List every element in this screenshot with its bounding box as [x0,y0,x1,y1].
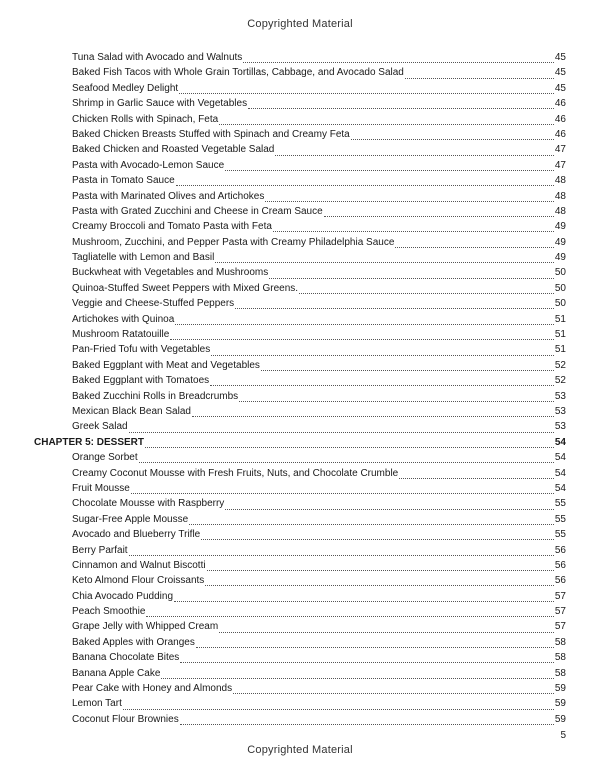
toc-entry-title: Baked Zucchini Rolls in Breadcrumbs [72,390,239,402]
toc-entry[interactable] [72,81,566,96]
dot-leader [176,175,554,186]
toc-entry-page: 48 [554,190,566,202]
toc-entry[interactable] [72,604,566,619]
toc-entry-page: 49 [554,236,566,248]
toc-entry-title: Pasta with Marinated Olives and Artichokes [72,190,265,202]
toc-entry[interactable] [72,219,566,234]
toc-entry-page: 49 [554,221,566,233]
toc-entry-page: 53 [554,421,566,433]
toc-entry[interactable] [72,635,566,650]
dot-leader [239,391,554,402]
dot-leader [235,298,554,309]
toc-entry-page: 46 [554,98,566,110]
toc-entry-page: 59 [554,683,566,695]
toc-entry-title: Berry Parfait [72,544,128,556]
dot-leader [243,52,554,63]
toc-entry-title: Chia Avocado Pudding [72,590,174,602]
toc-entry-title: Shrimp in Garlic Sauce with Vegetables [72,98,248,110]
dot-leader [175,314,554,325]
toc-entry[interactable] [72,358,566,373]
dot-leader [174,591,554,602]
toc-entry[interactable] [72,419,566,434]
toc-entry[interactable] [72,573,566,588]
toc-entry-page: 47 [554,144,566,156]
toc-entry[interactable] [72,204,566,219]
toc-entry[interactable] [72,112,566,127]
dot-leader [180,714,554,725]
toc-entry-page: 52 [554,375,566,387]
dot-leader [192,406,554,417]
toc-entry-page: 50 [554,298,566,310]
toc-entry-page: 49 [554,252,566,264]
toc-entry-page: 57 [554,606,566,618]
toc-entry-page: 57 [554,621,566,633]
toc-chapter-heading[interactable] [34,435,566,450]
toc-entry-page: 55 [554,513,566,525]
dot-leader [233,683,554,694]
toc-entry[interactable] [72,543,566,558]
toc-entry[interactable] [72,712,566,727]
toc-entry-page: 54 [554,436,566,448]
dot-leader [131,483,554,494]
toc-entry[interactable] [72,527,566,542]
toc-entry[interactable] [72,281,566,296]
dot-leader [201,529,554,540]
toc-entry-page: 56 [554,544,566,556]
toc-entry-title: Pasta in Tomato Sauce [72,175,175,187]
toc-entry-page: 53 [554,390,566,402]
dot-leader [265,191,554,202]
toc-entry-title: Quinoa-Stuffed Sweet Peppers with Mixed Greens. [72,282,299,294]
toc-entry-title: Tagliatelle with Lemon and Basil [72,252,215,264]
toc-entry-title: Pear Cake with Honey and Almonds [72,683,233,695]
toc-entry[interactable] [72,312,566,327]
toc-entry-title: Banana Apple Cake [72,667,161,679]
toc-entry-title: Peach Smoothie [72,606,146,618]
dot-leader [123,699,554,710]
toc-entry-page: 57 [554,590,566,602]
toc-entry-title: Chocolate Mousse with Raspberry [72,498,225,510]
toc-entry[interactable] [72,681,566,696]
toc-entry-page: 56 [554,559,566,571]
toc-entry-title: Pasta with Grated Zucchini and Cheese in Cream Sauce [72,205,323,217]
toc-entry[interactable] [72,466,566,481]
toc-entry-title: Veggie and Cheese-Stuffed Peppers [72,298,235,310]
toc-entry[interactable] [72,404,566,419]
toc-entry-page: 51 [554,344,566,356]
toc-entry-title: Banana Chocolate Bites [72,652,180,664]
dot-leader [215,252,554,263]
dot-leader [399,468,554,479]
toc-entry-page: 54 [554,482,566,494]
dot-leader [129,545,554,556]
toc-entry-title: Avocado and Blueberry Trifle [72,529,201,541]
toc-entry[interactable] [72,127,566,142]
dot-leader [145,437,554,448]
toc-entry-page: 50 [554,267,566,279]
page-number: 5 [560,730,566,741]
toc-entry-title: CHAPTER 5: DESSERT [34,436,145,448]
dot-leader [196,637,554,648]
toc-entry-page: 56 [554,575,566,587]
dot-leader [225,160,554,171]
toc-entry-page: 45 [554,82,566,94]
toc-entry[interactable] [72,142,566,157]
toc-entry-page: 46 [554,113,566,125]
dot-leader [170,329,554,340]
toc-entry[interactable] [72,481,566,496]
toc-entry-title: Keto Almond Flour Croissants [72,575,205,587]
toc-entry-title: Tuna Salad with Avocado and Walnuts [72,52,243,63]
toc-entry[interactable] [72,389,566,404]
dot-leader [275,145,554,156]
toc-entry[interactable] [72,96,566,111]
toc-entry[interactable] [72,327,566,342]
dot-leader [248,98,554,109]
toc-entry-page: 47 [554,159,566,171]
dot-leader [180,652,554,663]
toc-entry-page: 51 [554,329,566,341]
toc-entry-title: Baked Fish Tacos with Whole Grain Tortillas, Cabbage, and Avocado Salad [72,67,404,79]
toc-entry-page: 59 [554,698,566,710]
toc-entry-title: Baked Eggplant with Meat and Vegetables [72,359,260,371]
dot-leader [161,668,553,679]
dot-leader [324,206,554,217]
toc-entry-title: Mexican Black Bean Salad [72,405,191,417]
toc-entry-title: Grape Jelly with Whipped Cream [72,621,219,633]
toc-entry-title: Cinnamon and Walnut Biscotti [72,559,206,571]
toc-entry-title: Sugar-Free Apple Mousse [72,513,189,525]
toc-entry-page: 48 [554,205,566,217]
dot-leader [219,114,554,125]
toc-entry-page: 59 [554,713,566,725]
toc-entry-title: Creamy Broccoli and Tomato Pasta with Feta [72,221,272,233]
toc-entry-title: Orange Sorbet [72,452,138,464]
toc-entry-page: 52 [554,359,566,371]
toc-entry[interactable] [72,296,566,311]
toc-entry-title: Lemon Tart [72,698,122,710]
toc-entry-title: Mushroom, Zucchini, and Pepper Pasta with Creamy Philadelphia Sauce [72,236,395,248]
toc-entry[interactable] [72,158,566,173]
toc-entry-title: Baked Chicken Breasts Stuffed with Spinach and Creamy Feta [72,128,350,140]
dot-leader [129,422,554,433]
toc-entry-page: 46 [554,128,566,140]
copyright-banner-bottom: Copyrighted Material [247,744,353,756]
toc-entry-title: Pasta with Avocado-Lemon Sauce [72,159,225,171]
dot-leader [273,221,554,232]
toc-entry[interactable] [72,65,566,80]
toc-entry[interactable] [72,342,566,357]
toc-entry-title: Coconut Flour Brownies [72,713,179,725]
dot-leader [189,514,554,525]
dot-leader [210,375,554,386]
dot-leader [395,237,553,248]
toc-entry[interactable] [72,373,566,388]
toc-entry-page: 55 [554,498,566,510]
dot-leader [299,283,554,294]
copyright-banner-top: Copyrighted Material [247,18,353,30]
toc-entry-page: 50 [554,282,566,294]
dot-leader [179,83,554,94]
toc-entry[interactable] [72,589,566,604]
toc-entry[interactable] [72,619,566,634]
toc-entry-title: Fruit Mousse [72,482,130,494]
dot-leader [351,129,554,140]
toc-entry[interactable] [72,265,566,280]
toc-entry-page: 58 [554,636,566,648]
toc-entry[interactable] [72,666,566,681]
toc-entry-page: 48 [554,175,566,187]
toc-entry[interactable] [72,650,566,665]
toc-entry-title: Artichokes with Quinoa [72,313,175,325]
toc-entry-title: Pan-Fried Tofu with Vegetables [72,344,211,356]
toc-entry[interactable] [72,696,566,711]
toc-entry[interactable] [72,173,566,188]
dot-leader [211,345,554,356]
toc-entry-page: 55 [554,529,566,541]
table-of-contents [0,50,600,727]
toc-entry-title: Greek Salad [72,421,128,433]
dot-leader [225,499,554,510]
toc-entry-page: 54 [554,467,566,479]
toc-entry-title: Seafood Medley Delight [72,82,179,94]
dot-leader [405,68,554,79]
toc-entry-title: Buckwheat with Vegetables and Mushrooms [72,267,269,279]
toc-entry[interactable] [72,250,566,265]
dot-leader [207,560,554,571]
toc-entry[interactable] [72,50,566,65]
toc-entry-page: 45 [554,67,566,79]
toc-entry-title: Mushroom Ratatouille [72,329,170,341]
toc-entry-title: Chicken Rolls with Spinach, Feta [72,113,219,125]
toc-entry-title: Baked Apples with Oranges [72,636,195,648]
toc-entry-title: Baked Chicken and Roasted Vegetable Salad [72,144,275,156]
dot-leader [139,452,554,463]
dot-leader [205,575,554,586]
toc-entry-page: 54 [554,452,566,464]
toc-entry[interactable] [72,450,566,465]
toc-entry-page: 58 [554,667,566,679]
toc-entry-title: Creamy Coconut Mousse with Fresh Fruits, Nuts, and Chocolate Crumble [72,467,399,479]
dot-leader [269,268,554,279]
dot-leader [146,606,553,617]
toc-entry[interactable] [72,496,566,511]
dot-leader [261,360,554,371]
toc-entry[interactable] [72,558,566,573]
toc-entry-page: 51 [554,313,566,325]
toc-entry[interactable] [72,235,566,250]
toc-entry-title: Baked Eggplant with Tomatoes [72,375,210,387]
toc-entry-page: 45 [554,52,566,63]
toc-entry[interactable] [72,512,566,527]
toc-entry-page: 58 [554,652,566,664]
toc-entry-page: 53 [554,405,566,417]
dot-leader [219,622,554,633]
toc-entry[interactable] [72,189,566,204]
